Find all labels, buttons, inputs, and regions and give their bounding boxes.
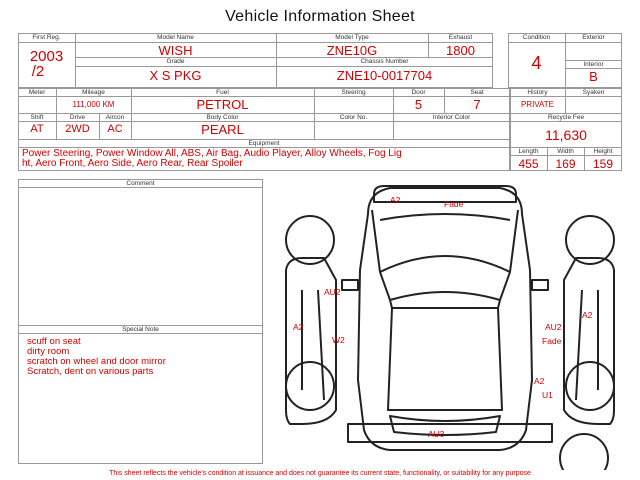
condition-value: 4 xyxy=(531,53,542,73)
body-color-value: PEARL xyxy=(201,122,244,137)
history-value: PRIVATE xyxy=(520,100,555,109)
fuel-value: PETROL xyxy=(196,97,249,112)
chassis-label: Chassis Number xyxy=(360,58,409,65)
exterior-label: Exterior xyxy=(582,34,605,41)
interior-color-label: Interior Color xyxy=(432,114,471,121)
left-side-panel xyxy=(286,258,336,424)
right-side-panel xyxy=(564,258,614,424)
front-left-wheel xyxy=(286,216,334,264)
meter-label: Meter xyxy=(28,89,46,96)
door-label: Door xyxy=(411,89,426,96)
mark-au2-right: AU2 xyxy=(545,322,562,332)
shift-label: Shift xyxy=(30,114,44,121)
aircon-label: Aircon xyxy=(105,114,125,121)
syaken-label: Syaken xyxy=(582,89,605,96)
spare-wheel xyxy=(560,434,608,470)
equipment-line-2: ht, Aero Front, Aero Side, Aero Rear, Rear Spoiler xyxy=(22,158,243,169)
chassis-value: ZNE10-0017704 xyxy=(336,68,433,83)
first-reg-year: 2003 xyxy=(29,48,64,65)
special-note-line-3: scratch on wheel and door mirror xyxy=(27,356,166,367)
right-mirror xyxy=(532,280,548,290)
mark-fade-top: Fade xyxy=(444,199,464,209)
grade-label: Grade xyxy=(166,58,185,65)
windshield xyxy=(380,256,510,300)
fuel-label: Fuel xyxy=(216,89,229,96)
equipment-label: Equipment xyxy=(248,140,280,147)
first-reg-label: First Reg. xyxy=(32,34,61,41)
model-type-value: ZNE10G xyxy=(326,43,378,58)
interior-value: B xyxy=(589,69,598,84)
history-label: History xyxy=(527,89,548,96)
mark-w2: W2 xyxy=(332,335,345,345)
rear-right-wheel xyxy=(566,362,614,410)
special-note-line-2: dirty room xyxy=(27,346,70,357)
comment-label: Comment xyxy=(126,180,155,187)
car-condition-diagram xyxy=(280,180,620,470)
model-name-label: Model Name xyxy=(157,34,194,41)
front-right-wheel xyxy=(566,216,614,264)
length-value: 455 xyxy=(518,157,539,171)
door-value: 5 xyxy=(414,97,423,112)
exhaust-value: 1800 xyxy=(446,43,475,58)
mileage-value: 111,000 KM xyxy=(72,100,115,109)
steering-label: Steering xyxy=(341,89,366,96)
length-label: Length xyxy=(518,148,539,155)
rear-left-wheel xyxy=(286,362,334,410)
special-note-line-4: Scratch, dent on various parts xyxy=(27,366,154,377)
seat-label: Seat xyxy=(470,89,484,96)
mark-fade-right: Fade xyxy=(542,336,562,346)
mark-au3: AU3 xyxy=(428,429,445,439)
model-name-value: WISH xyxy=(158,43,193,58)
equipment-line-1: Power Steering, Power Window All, ABS, Air Bag, Audio Player, Alloy Wheels, Fog Lig xyxy=(22,148,402,159)
width-label: Width xyxy=(557,148,574,155)
mark-a2-right-lower: A2 xyxy=(534,376,545,386)
mark-a2-left: A2 xyxy=(293,322,304,332)
mark-a2-right-upper: A2 xyxy=(582,310,593,320)
page-title: Vehicle Information Sheet xyxy=(225,8,415,25)
rear-window xyxy=(390,416,500,435)
drive-value: 2WD xyxy=(65,123,90,135)
condition-label: Condition xyxy=(522,34,551,41)
left-mirror xyxy=(342,280,358,290)
height-label: Height xyxy=(593,148,613,155)
special-note-line-1: scuff on seat xyxy=(27,336,81,347)
comment-box xyxy=(18,179,263,464)
model-type-label: Model Type xyxy=(335,34,369,41)
recycle-fee-label: Recycle Fee xyxy=(547,114,585,121)
aircon-value: AC xyxy=(107,123,123,135)
mileage-label: Mileage xyxy=(82,89,105,96)
mark-a2-top: A2 xyxy=(390,195,401,205)
grade-value: X S PKG xyxy=(149,68,202,83)
shift-value: AT xyxy=(30,123,44,135)
special-note-label: Special Note xyxy=(122,326,159,333)
disclaimer: This sheet reflects the vehicle's condition at issuance and does not guarantee its current state, functionality, or suitability for any purpose xyxy=(109,470,531,477)
seat-value: 7 xyxy=(473,97,481,112)
first-reg-month: /2 xyxy=(31,63,45,80)
mark-u1: U1 xyxy=(542,390,553,400)
width-value: 169 xyxy=(555,157,576,171)
mark-au2-left: AU2 xyxy=(324,287,341,297)
exhaust-label: Exhaust xyxy=(448,34,473,41)
roof xyxy=(388,308,502,410)
height-value: 159 xyxy=(592,157,614,171)
interior-label: Interior xyxy=(583,61,604,68)
recycle-fee-value: 11,630 xyxy=(545,127,587,143)
color-no-label: Color No. xyxy=(339,114,368,121)
drive-label: Drive xyxy=(69,114,86,121)
body-color-label: Body Color xyxy=(206,114,239,121)
